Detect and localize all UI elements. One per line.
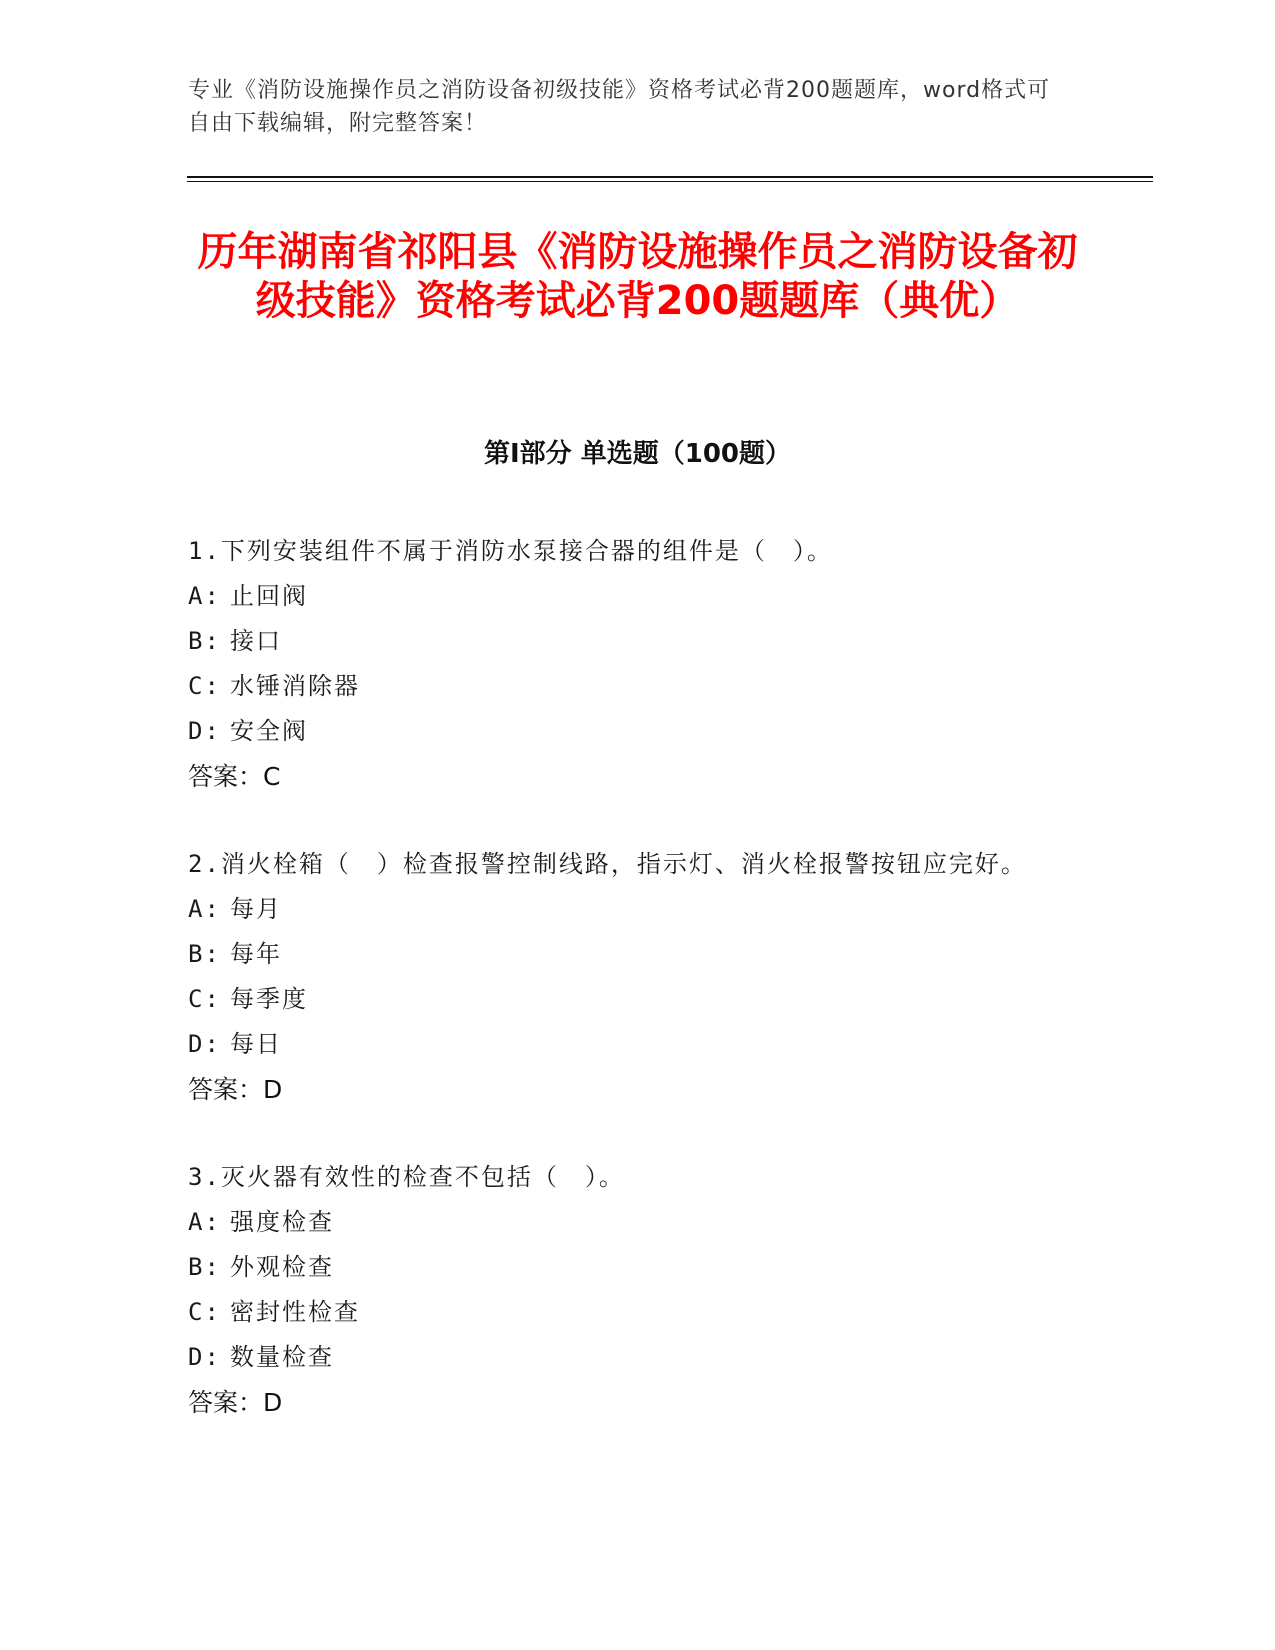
question-3 (188, 1155, 1068, 1425)
option-c (188, 977, 1068, 1022)
option-b (188, 619, 1068, 664)
option-letter: C: (188, 672, 221, 700)
option-text: 外观检查 (230, 1253, 334, 1281)
option-text: 水锤消除器 (230, 672, 360, 700)
answer-line: 答案：D (188, 1388, 283, 1417)
option-text: 安全阀 (230, 717, 308, 745)
option-letter: A: (188, 1208, 221, 1236)
option-letter: B: (188, 1253, 221, 1281)
option-c (188, 664, 1068, 709)
section-heading: 第Ⅰ部分 单选题（100题） (484, 439, 791, 469)
option-letter: B: (188, 940, 221, 968)
option-letter: C: (188, 985, 221, 1013)
option-d (188, 1335, 1068, 1380)
question-stem: 2.消火栓箱（ ）检查报警控制线路，指示灯、消火栓报警按钮应完好。 (188, 850, 1027, 878)
option-d (188, 709, 1068, 754)
question-2 (188, 842, 1068, 1112)
question-stem: 3.灭火器有效性的检查不包括（ ）。 (188, 1163, 625, 1191)
option-letter: C: (188, 1298, 221, 1326)
option-d (188, 1022, 1068, 1067)
option-letter: B: (188, 627, 221, 655)
header-note: 专业《消防设施操作员之消防设备初级技能》资格考试必背200题题库，word格式可自由下载编辑，附完整答案！ (188, 78, 1051, 136)
question-list (188, 529, 1068, 1468)
header-rule-thin (187, 181, 1153, 182)
option-b (188, 1245, 1068, 1290)
option-b (188, 932, 1068, 977)
option-text: 数量检查 (230, 1343, 334, 1371)
option-text: 每月 (230, 895, 282, 923)
document-title: 历年湖南省祁阳县《消防设施操作员之消防设备初级技能》资格考试必背200题题库（典优） (197, 229, 1078, 324)
option-c (188, 1290, 1068, 1335)
option-a (188, 887, 1068, 932)
option-letter: D: (188, 1030, 221, 1058)
option-text: 每季度 (230, 985, 308, 1013)
option-text: 密封性检查 (230, 1298, 360, 1326)
question-stem: 1.下列安装组件不属于消防水泵接合器的组件是（ ）。 (188, 537, 833, 565)
option-text: 强度检查 (230, 1208, 334, 1236)
option-text: 接口 (230, 627, 282, 655)
option-a (188, 1200, 1068, 1245)
answer-line: 答案：D (188, 1075, 283, 1104)
option-text: 每日 (230, 1030, 282, 1058)
header-rule-thick (187, 176, 1153, 178)
question-1 (188, 529, 1068, 799)
option-a (188, 574, 1068, 619)
option-text: 止回阀 (230, 582, 308, 610)
answer-line: 答案：C (188, 762, 281, 791)
option-letter: A: (188, 582, 221, 610)
option-letter: D: (188, 717, 221, 745)
option-text: 每年 (230, 940, 282, 968)
option-letter: D: (188, 1343, 221, 1371)
option-letter: A: (188, 895, 221, 923)
